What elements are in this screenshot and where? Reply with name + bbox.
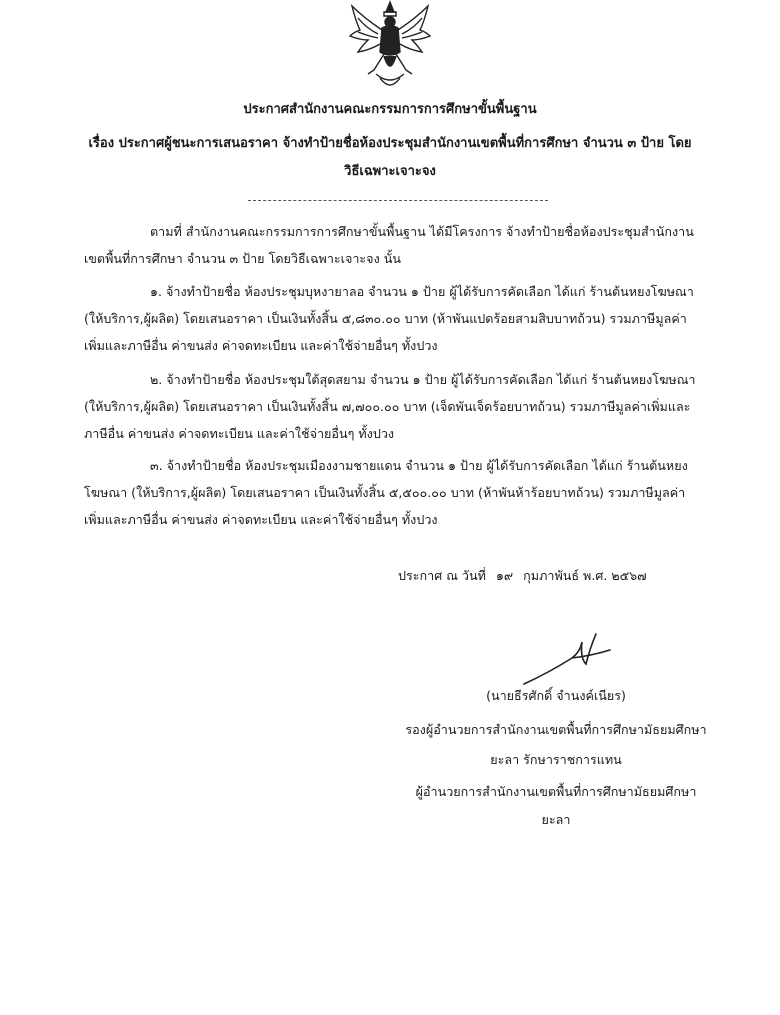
item-1-paragraph (84, 278, 714, 359)
intro-line-1: ตามที่ สำนักงานคณะกรรมการการศึกษาขั้นพื้นฐาน ได้มีโครงการ จ้างทำป้ายชื่อห้องประชุมสำนักงาน (150, 224, 694, 239)
signatory-position-line-4: ยะลา (541, 812, 571, 827)
title-line-1: ประกาศสำนักงานคณะกรรมการการศึกษาขั้นพื้นฐาน (243, 102, 537, 117)
item-2-line-3: ภาษีอื่น ค่าขนส่ง ค่าจดทะเบียน และค่าใช้จ่ายอื่นๆ ทั้งปวง (84, 426, 395, 441)
signatory-position-line-1: รองผู้อำนวยการสำนักงานเขตพื้นที่การศึกษามัธยมศึกษา (405, 722, 707, 737)
title-line-3: วิธีเฉพาะเจาะจง (344, 164, 436, 179)
signatory-position-line-2: ยะลา รักษาราชการแทน (490, 752, 622, 767)
item-2-paragraph (84, 366, 714, 447)
item-2-line-1: ๒. จ้างทำป้ายชื่อ ห้องประชุมใต้สุดสยาม จำนวน ๑ ป้าย ผู้ได้รับการคัดเลือก ได้แก่ ร้านต้นหยงโฆษณา (150, 372, 696, 387)
date-month-year: กุมภาพันธ์ พ.ศ. ๒๕๖๗ (523, 568, 647, 583)
date-prefix: ประกาศ ณ วันที่ (398, 568, 486, 583)
date-day: ๑๙ (495, 568, 514, 583)
announcement-date (398, 566, 647, 586)
dashed-divider (248, 200, 548, 201)
title-line-2: เรื่อง ประกาศผู้ชนะการเสนอราคา จ้างทำป้ายชื่อห้องประชุมสำนักงานเขตพื้นที่การศึกษา จำนวน ๓ ป้าย โดย (88, 136, 692, 151)
intro-paragraph (84, 218, 714, 272)
item-3-line-3: เพิ่มและภาษีอื่น ค่าขนส่ง ค่าจดทะเบียน และค่าใช้จ่ายอื่นๆ ทั้งปวง (84, 512, 438, 527)
item-3-line-1: ๓. จ้างทำป้ายชื่อ ห้องประชุมเมืองงามชายแดน จำนวน ๑ ป้าย ผู้ได้รับการคัดเลือก ได้แก่ ร้านต้นหยง (150, 458, 688, 473)
signatory-name: (นายธีรศักดิ์ จำนงค์เนียร) (486, 688, 626, 703)
signatory-position-line-3: ผู้อำนวยการสำนักงานเขตพื้นที่การศึกษามัธยมศึกษา (415, 784, 697, 799)
item-1-line-3: เพิ่มและภาษีอื่น ค่าขนส่ง ค่าจดทะเบียน และค่าใช้จ่ายอื่นๆ ทั้งปวง (84, 338, 438, 353)
item-1-line-1: ๑. จ้างทำป้ายชื่อ ห้องประชุมบุหงายาลอ จำนวน ๑ ป้าย ผู้ได้รับการคัดเลือก ได้แก่ ร้านต้นหยงโฆษณา (150, 284, 694, 299)
intro-line-2: เขตพื้นที่การศึกษา จำนวน ๓ ป้าย โดยวิธีเฉพาะเจาะจง นั้น (84, 251, 401, 266)
item-3-line-2: โฆษณา (ให้บริการ,ผู้ผลิต) โดยเสนอราคา เป็นเงินทั้งสิ้น ๕,๕๐๐.๐๐ บาท (ห้าพันห้าร้อยบาทถ้วน) รวมภาษีมูลค่า (84, 485, 686, 500)
item-1-line-2: (ให้บริการ,ผู้ผลิต) โดยเสนอราคา เป็นเงินทั้งสิ้น ๕,๘๓๐.๐๐ บาท (ห้าพันแปดร้อยสามสิบบาทถ้วน) รวมภาษีมูลค่า (84, 311, 687, 326)
garuda-emblem-icon (344, 0, 436, 96)
item-3-paragraph (84, 452, 714, 533)
item-2-line-2: (ให้บริการ,ผู้ผลิต) โดยเสนอราคา เป็นเงินทั้งสิ้น ๗,๗๐๐.๐๐ บาท (เจ็ดพันเจ็ดร้อยบาทถ้วน) รวมภาษีมูลค่าเพิ่มและ (84, 399, 691, 414)
handwritten-signature (520, 628, 620, 688)
